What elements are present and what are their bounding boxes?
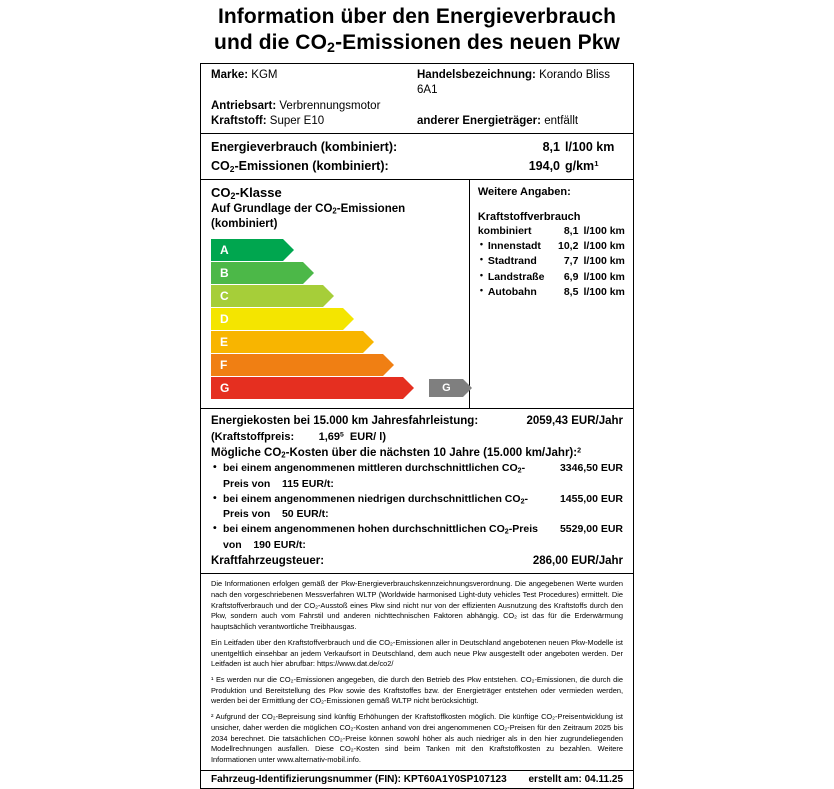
co2-cost-heading: Mögliche $CO_2$-Kosten über die nächsten 10 Jahre (15.000 km/Jahr):$^2$ bbox=[211, 446, 582, 460]
fuel-price-row bbox=[211, 430, 623, 446]
costs-block bbox=[201, 408, 633, 573]
fuel-price-label: (Kraftstoffpreis: 1,69$^5$ EUR/ l) bbox=[211, 430, 386, 443]
legal-footnote-2: ² Aufgrund der CO₂-Bepreisung sind künftig Erhöhungen der Kraftstoffkosten möglich. Die künftige CO₂-Preisentwicklung ist unsicher, daher werden die möglichen CO₂-Kosten anhand von drei angenommenen CO₂-Preisen für den Zeitraum 2025 bis 2034 berechnet. Die tatsächlichen CO₂-Preise können sowohl höher als auch niedriger als in den hier zugrundeliegenden Modellrechnungen ausfallen. Diese CO₂-Kosten sind beim Tanken mit den Kraftstoffkosten zu bezahlen. Weitere Informationen unter www.alternativ-mobil.info. bbox=[211, 712, 623, 765]
co2-emission-unit: $g/km^1$ bbox=[565, 158, 599, 173]
legal-text-block bbox=[201, 573, 633, 770]
energy-consumption-unit: l/100 km bbox=[565, 139, 615, 154]
drive-type-label: Antriebsart: bbox=[211, 99, 277, 112]
fuel-consumption-unit: l/100 km bbox=[583, 270, 625, 283]
co2-cost-item bbox=[211, 461, 623, 491]
fuel-consumption-row bbox=[478, 285, 630, 300]
co2-class-marker: G bbox=[429, 379, 463, 397]
co2-class-bar-label: G bbox=[220, 381, 230, 396]
energy-consumption-label: Energieverbrauch (kombiniert): bbox=[211, 139, 398, 154]
co2-class-bar-row bbox=[211, 285, 461, 307]
co2-class-bars bbox=[211, 239, 461, 399]
trade-name-label: Handelsbezeichnung: bbox=[417, 69, 536, 82]
fuel-row bbox=[211, 114, 623, 129]
additional-info-panel bbox=[469, 180, 636, 408]
co2-cost-item-value: 3346,50 EUR bbox=[559, 462, 623, 475]
fuel-consumption-name: • Stadtrand bbox=[478, 254, 545, 269]
co2-class-bar-label: F bbox=[220, 358, 228, 373]
created-label: erstellt am: bbox=[528, 773, 582, 785]
fuel-consumption-unit: l/100 km bbox=[583, 240, 625, 253]
co2-class-subheading: Auf Grundlage der $CO_2$-Emissionen (kombiniert) bbox=[211, 203, 406, 231]
vehicle-tax-row bbox=[211, 553, 623, 569]
fuel-consumption-value: 10,2 bbox=[558, 240, 579, 253]
fuel-consumption-row bbox=[478, 270, 630, 285]
co2-emission-row bbox=[211, 157, 623, 176]
fuel-consumption-value: 8,1 bbox=[563, 224, 579, 237]
legal-paragraph-1: Die Informationen erfolgen gemäß der Pkw-Energieverbrauchskennzeichnungsverordnung. Die angegebenen Werte wurden nach den vorgeschriebenen Messverfahren WLTP (Worldwide harmonised Light-duty vehicles Test Procedures) ermittelt. Die Kraftstoffverbrauch und der CO₂-Ausstoß eines Pkw sind nicht nur von der effizienten Ausnutzung des Kraftstoffs durch den Pkw, sondern auch vom Fahrstil und anderen nichttechnischen Faktoren abhängig. CO₂ ist das für die Erderwärmung hauptsächlich verantwortliche Treibhausgas. bbox=[211, 579, 623, 632]
co2-class-bar-c bbox=[211, 285, 323, 307]
brand-label: Marke: bbox=[211, 69, 249, 82]
fuel-consumption-heading: Kraftstoffverbrauch bbox=[477, 210, 581, 223]
created-row bbox=[528, 774, 623, 785]
co2-class-bar-row bbox=[211, 308, 461, 330]
fuel-consumption-unit: l/100 km bbox=[583, 224, 625, 237]
fuel-consumption-row bbox=[478, 224, 630, 239]
fuel-label: Kraftstoff: bbox=[211, 114, 267, 127]
vin-label: Fahrzeug-Identifizierungsnummer (FIN): bbox=[211, 773, 401, 785]
vehicle-tax-value: 286,00 EUR/Jahr bbox=[532, 554, 623, 567]
drive-type-value: Verbrennungsmotor bbox=[279, 99, 381, 112]
energy-cost-value: 2059,43 EUR/Jahr bbox=[526, 415, 623, 428]
energy-cost-row bbox=[211, 413, 623, 429]
page-title bbox=[0, 0, 834, 57]
fuel-value: Super E10 bbox=[269, 114, 325, 127]
trade-name-value: Korando Bliss 6A1 bbox=[417, 69, 611, 97]
fuel-consumption-name: • Innenstadt bbox=[478, 239, 545, 254]
label-sheet bbox=[200, 63, 634, 789]
co2-class-scale bbox=[201, 180, 469, 408]
fuel-consumption-value: 7,7 bbox=[563, 255, 579, 268]
vehicle-info-block bbox=[201, 64, 633, 133]
co2-emission-value: 194,0 bbox=[528, 158, 560, 173]
co2-class-heading: $CO_2$-Klasse bbox=[211, 185, 282, 202]
co2-emission-label: $CO_2$-Emissionen (kombiniert): bbox=[211, 158, 389, 174]
title-line-2: und die $CO_2$-Emissionen des neuen Pkw bbox=[214, 30, 620, 56]
other-energy-value: entfällt bbox=[544, 114, 579, 127]
co2-class-bar-row bbox=[211, 354, 461, 376]
created-value: 04.11.25 bbox=[584, 773, 623, 785]
fuel-consumption-name: kombiniert bbox=[477, 224, 532, 237]
fuel-consumption-value: 8,5 bbox=[563, 285, 579, 298]
co2-class-bar-a bbox=[211, 239, 283, 261]
additional-info-heading: Weitere Angaben: bbox=[477, 186, 571, 199]
fuel-consumption-unit: l/100 km bbox=[583, 285, 625, 298]
co2-cost-item bbox=[211, 522, 623, 552]
co2-cost-item-value: 1455,00 EUR bbox=[559, 492, 623, 505]
co2-class-bar-g bbox=[211, 377, 403, 399]
energy-consumption-value: 8,1 bbox=[542, 139, 560, 154]
co2-class-bar-label: A bbox=[220, 243, 229, 258]
vin-row bbox=[211, 774, 528, 785]
co2-cost-item-text: • bei einem angenommenen hohen durchschnittlichen $CO_2$-Preis von 190 EUR/t: bbox=[223, 523, 538, 551]
legal-footnote-1: ¹ Es werden nur die CO₂-Emissionen angegeben, die durch den Betrieb des Pkw entstehen. CO₂-Emissionen, die durch die Produktion und Bereitstellung des Pkw sowie des Kraftstoffes bzw. der Energieträger entstehen oder vermieden werden, werden bei der Ermittlung der CO₂-Emissionen gemäß WLTP nicht berücksichtigt. bbox=[211, 675, 623, 706]
brand-row bbox=[211, 68, 623, 98]
co2-cost-item-text: • bei einem angenommenen niedrigen durchschnittlichen $CO_2$-Preis von 50 EUR/t: bbox=[223, 492, 529, 521]
fuel-consumption-row bbox=[478, 254, 630, 269]
vin-value: KPT60A1Y0SP107123 bbox=[403, 773, 507, 785]
co2-class-bar-b bbox=[211, 262, 303, 284]
legal-paragraph-2: Ein Leitfaden über den Kraftstoffverbrauch und die CO₂-Emissionen aller in Deutschland angebotenen neuen Pkw-Modelle ist unentgeltlich einsehbar an jedem Verkaufsort in Deutschland, dem auch neue Pkw ausgestellt oder angeboten werden. Der Leitfaden ist auch hier abrufbar: https://www.dat.de/co2/ bbox=[211, 637, 623, 669]
co2-class-bar-row bbox=[211, 262, 461, 284]
co2-class-bar-d bbox=[211, 308, 343, 330]
co2-class-bar-row bbox=[211, 239, 461, 261]
co2-class-bar-row bbox=[211, 331, 461, 353]
co2-class-bar-label: C bbox=[220, 289, 229, 304]
consumption-block bbox=[201, 133, 633, 180]
vehicle-tax-label: Kraftfahrzeugsteuer: bbox=[211, 554, 325, 567]
co2-cost-item-value: 5529,00 EUR bbox=[559, 523, 623, 536]
fuel-consumption-rows bbox=[478, 224, 630, 300]
co2-cost-item bbox=[211, 492, 623, 522]
brand-value: KGM bbox=[251, 69, 278, 82]
fuel-consumption-unit: l/100 km bbox=[583, 255, 625, 268]
fuel-consumption-value: 6,9 bbox=[563, 270, 579, 283]
co2-class-bar-row bbox=[211, 377, 461, 399]
fuel-consumption-name: • Autobahn bbox=[478, 285, 545, 300]
fuel-consumption-row bbox=[478, 239, 630, 254]
co2-cost-item-text: • bei einem angenommenen mittleren durchschnittlichen $CO_2$-Preis von 115 EUR/t: bbox=[223, 462, 526, 490]
co2-class-bar-label: B bbox=[220, 266, 229, 281]
energy-cost-label: Energiekosten bei 15.000 km Jahresfahrleistung: bbox=[211, 415, 479, 428]
drive-type-row bbox=[211, 99, 623, 114]
co2-class-bar-label: E bbox=[220, 335, 229, 350]
co2-class-bar-e bbox=[211, 331, 363, 353]
co2-cost-items bbox=[211, 461, 623, 552]
co2-class-bar-label: D bbox=[220, 312, 229, 327]
co2-class-bar-f bbox=[211, 354, 383, 376]
document-footer bbox=[201, 770, 633, 788]
co2-class-block bbox=[201, 179, 633, 408]
title-line-1: Information über den Energieverbrauch bbox=[217, 5, 617, 28]
fuel-consumption-name: • Landstraße bbox=[478, 270, 545, 285]
energy-consumption-row bbox=[211, 138, 623, 157]
other-energy-label: anderer Energieträger: bbox=[417, 114, 541, 127]
